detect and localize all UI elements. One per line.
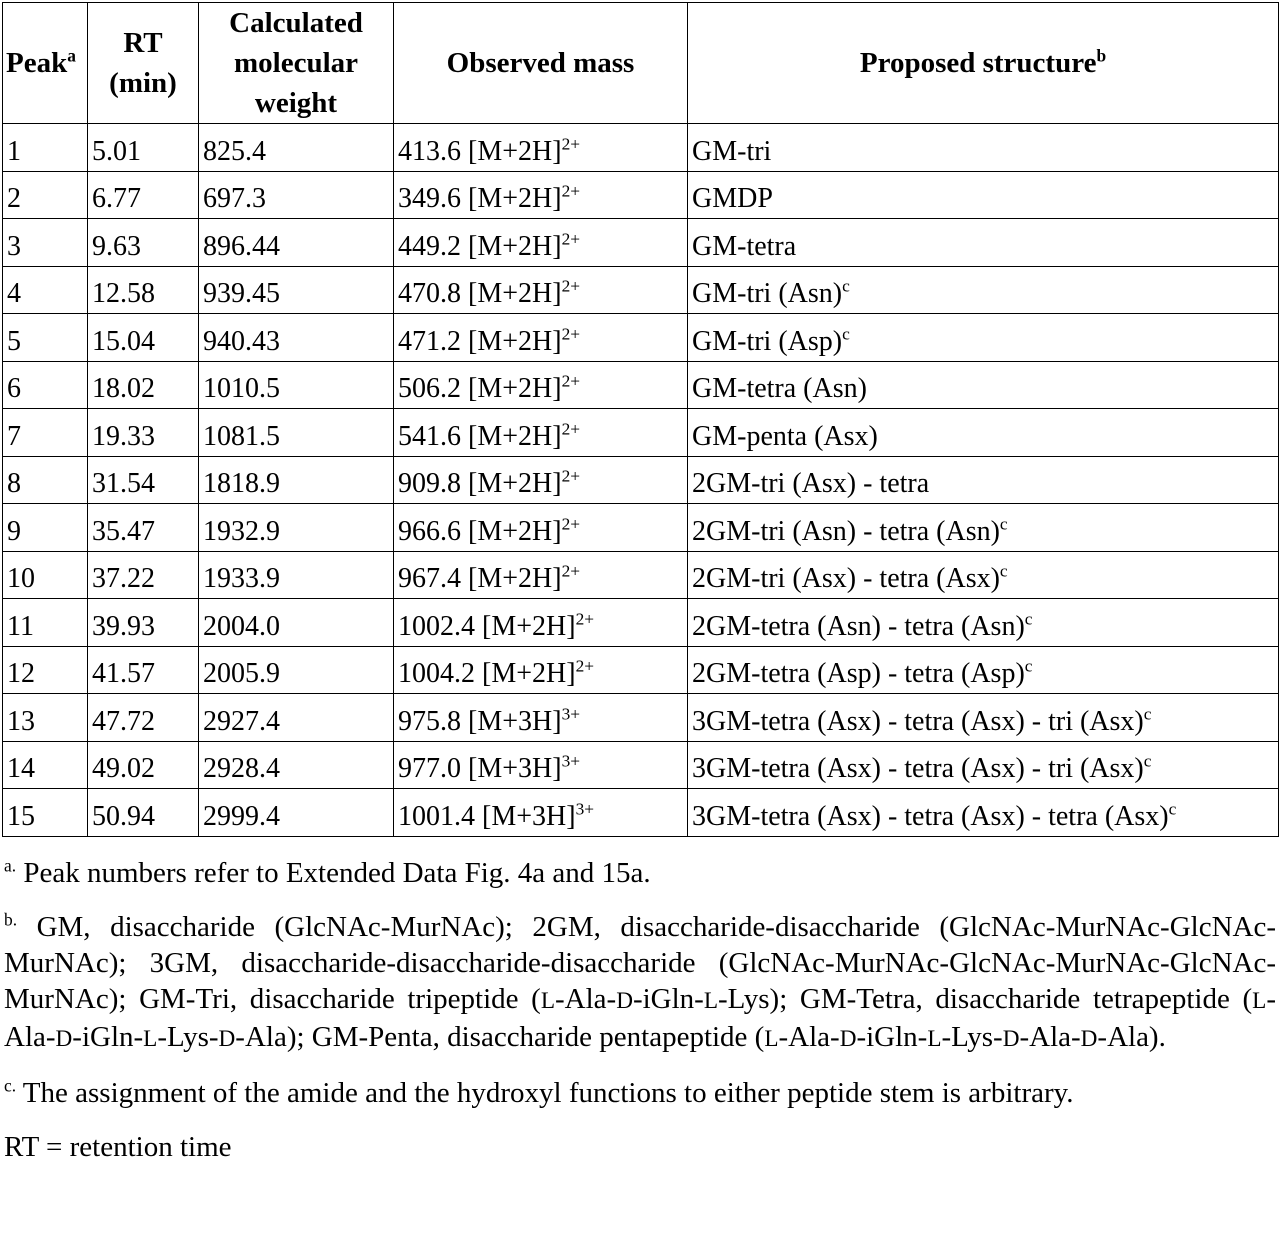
cell-observed-mass [394, 409, 688, 457]
table-row [3, 314, 1279, 362]
stereo-descriptor: L [540, 988, 555, 1014]
footnote-b-text: GM, disaccharide (GlcNAc-MurNAc); 2GM, disaccharide-disaccharide (GlcNAc-MurNAc-GlcNAc-MurNAc); 3GM, disaccharide-disaccharide-disaccharide (GlcNAc-MurNAc-GlcNAc-MurNAc-GlcNAc-MurNAc); GM-Tri, disaccharide tripeptide ( [4, 911, 1276, 1015]
stereo-descriptor: L [1252, 988, 1267, 1014]
structure-value: GM-tri (Asp) [692, 325, 843, 357]
charge-state: 3+ [561, 704, 581, 724]
charge-state: 2+ [561, 371, 581, 391]
cell-observed-mass [394, 599, 688, 647]
structure-footnote: c [1024, 656, 1033, 676]
cell-proposed-structure [688, 789, 1279, 837]
cell-rt: 39.93 [88, 599, 199, 647]
footnote-b-marker: b. [4, 909, 18, 930]
observed-mass-value: 470.8 [M+2H] [398, 278, 562, 309]
footnote-b-text: -Ala- [4, 983, 1276, 1053]
header-peak-footnote: a [67, 45, 76, 66]
observed-mass-value: 909.8 [M+2H] [398, 468, 562, 499]
cell-calculated-mw: 697.3 [199, 171, 394, 219]
footnote-a-text: Peak numbers refer to Extended Data Fig. 4a and 15a. [16, 857, 651, 889]
cell-observed-mass [394, 551, 688, 599]
cell-proposed-structure [688, 694, 1279, 742]
cell-calculated-mw: 1081.5 [199, 409, 394, 457]
charge-state: 2+ [575, 609, 595, 629]
cell-observed-mass [394, 171, 688, 219]
observed-mass-value: 975.8 [M+3H] [398, 705, 562, 737]
structure-value: GM-tri [692, 135, 772, 167]
cell-proposed-structure [688, 266, 1279, 314]
cell-peak: 2 [3, 171, 88, 219]
cell-calculated-mw: 2004.0 [199, 599, 394, 647]
stereo-descriptor: L [143, 1026, 158, 1052]
cell-observed-mass [394, 646, 688, 694]
structure-value: GM-penta (Asx) [692, 420, 878, 452]
structure-value: 2GM-tetra (Asn) - tetra (Asn) [692, 610, 1025, 642]
observed-mass-value: 541.6 [M+2H] [398, 420, 562, 452]
stereo-descriptor: L [764, 1026, 779, 1052]
table-body [3, 124, 1279, 837]
cell-peak: 6 [3, 361, 88, 409]
cell-rt: 31.54 [88, 456, 199, 504]
table-row [3, 219, 1279, 267]
cell-proposed-structure [688, 219, 1279, 267]
charge-state: 2+ [561, 229, 581, 249]
cell-peak: 1 [3, 124, 88, 172]
cell-calculated-mw: 1818.9 [199, 456, 394, 504]
cell-proposed-structure [688, 456, 1279, 504]
cell-proposed-structure [688, 551, 1279, 599]
footnote-c [4, 1075, 1276, 1111]
table-row [3, 741, 1279, 789]
cell-observed-mass [394, 219, 688, 267]
cell-calculated-mw: 2927.4 [199, 694, 394, 742]
header-proposed-structure: Proposed structure$^b$ [688, 3, 1279, 124]
cell-observed-mass [394, 314, 688, 362]
structure-value: GM-tri (Asn) [692, 278, 843, 309]
cell-peak: 12 [3, 646, 88, 694]
cell-calculated-mw: 1010.5 [199, 361, 394, 409]
cell-proposed-structure [688, 599, 1279, 647]
structure-value: GMDP [692, 183, 773, 214]
cell-calculated-mw: 1933.9 [199, 551, 394, 599]
charge-state: 2+ [561, 419, 581, 439]
charge-state: 3+ [575, 799, 595, 819]
cell-peak: 3 [3, 219, 88, 267]
footnote-b-text: -Lys- [941, 1021, 1003, 1053]
header-row [3, 3, 1279, 124]
footnote-b-text: -Ala- [1019, 1021, 1081, 1053]
cell-calculated-mw: 2005.9 [199, 646, 394, 694]
table-row [3, 266, 1279, 314]
charge-state: 2+ [575, 656, 595, 676]
cell-peak: 4 [3, 266, 88, 314]
observed-mass-value: 449.2 [M+2H] [398, 230, 562, 262]
cell-calculated-mw: 825.4 [199, 124, 394, 172]
cell-proposed-structure [688, 409, 1279, 457]
cell-proposed-structure [688, 504, 1279, 552]
stereo-descriptor: D [55, 1026, 73, 1052]
cell-proposed-structure [688, 314, 1279, 362]
footnote-b [4, 909, 1276, 1057]
cell-rt: 35.47 [88, 504, 199, 552]
cell-observed-mass [394, 266, 688, 314]
cell-calculated-mw: 939.45 [199, 266, 394, 314]
cell-observed-mass [394, 694, 688, 742]
cell-calculated-mw: 2928.4 [199, 741, 394, 789]
observed-mass-value: 506.2 [M+2H] [398, 373, 562, 404]
cell-rt: 6.77 [88, 171, 199, 219]
cell-proposed-structure [688, 361, 1279, 409]
structure-value: 3GM-tetra (Asx) - tetra (Asx) - tri (Asx) [692, 753, 1144, 784]
table-row [3, 409, 1279, 457]
footnote-b-text: -Ala); GM-Penta, disaccharide pentapeptide ( [235, 1021, 765, 1053]
observed-mass-value: 977.0 [M+3H] [398, 753, 562, 784]
footnote-b-text: -Ala- [555, 983, 617, 1015]
observed-mass-value: 1004.2 [M+2H] [398, 658, 576, 689]
cell-peak: 14 [3, 741, 88, 789]
stereo-descriptor: D [218, 1026, 236, 1052]
cell-rt: 5.01 [88, 124, 199, 172]
table-row [3, 551, 1279, 599]
observed-mass-value: 966.6 [M+2H] [398, 515, 562, 547]
stereo-descriptor: L [703, 988, 718, 1014]
header-rt: RT (min) [88, 3, 199, 124]
charge-state: 3+ [561, 751, 581, 771]
stereo-descriptor: D [1080, 1026, 1098, 1052]
observed-mass-value: 1001.4 [M+3H] [398, 800, 576, 832]
structure-value: GM-tetra (Asn) [692, 373, 867, 404]
structure-footnote: c [1168, 799, 1177, 819]
observed-mass-value: 1002.4 [M+2H] [398, 610, 576, 642]
stereo-descriptor: D [616, 988, 633, 1014]
footnote-a [4, 855, 1276, 891]
structure-value: 2GM-tetra (Asp) - tetra (Asp) [692, 658, 1025, 689]
footnotes [4, 855, 1276, 1183]
cell-peak: 9 [3, 504, 88, 552]
structure-value: GM-tetra [692, 230, 797, 262]
charge-state: 2+ [561, 134, 581, 154]
footnote-b-text: -Lys); GM-Tetra, disaccharide tetrapeptide ( [717, 983, 1253, 1015]
footnote-b-text: -Lys- [157, 1021, 219, 1053]
charge-state: 2+ [561, 276, 581, 296]
cell-rt: 41.57 [88, 646, 199, 694]
peaks-table [2, 2, 1279, 837]
structure-value: 2GM-tri (Asn) - tetra (Asn) [692, 515, 1000, 547]
cell-proposed-structure [688, 741, 1279, 789]
cell-proposed-structure [688, 646, 1279, 694]
cell-peak: 5 [3, 314, 88, 362]
observed-mass-value: 349.6 [M+2H] [398, 183, 562, 214]
footnote-b-text: -Ala). [1097, 1021, 1166, 1053]
cell-calculated-mw: 896.44 [199, 219, 394, 267]
cell-observed-mass [394, 361, 688, 409]
stereo-descriptor: L [927, 1026, 942, 1052]
cell-proposed-structure [688, 124, 1279, 172]
footnote-c-marker: c. [4, 1075, 17, 1096]
structure-footnote: c [999, 514, 1008, 534]
footnote-a-marker: a. [4, 855, 17, 876]
charge-state: 2+ [561, 561, 581, 581]
table-header [3, 3, 1279, 124]
charge-state: 2+ [561, 466, 581, 486]
cell-rt: 50.94 [88, 789, 199, 837]
table-row [3, 124, 1279, 172]
footnote-b-text: -iGln- [72, 1021, 144, 1053]
cell-observed-mass [394, 741, 688, 789]
table-row [3, 171, 1279, 219]
cell-proposed-structure [688, 171, 1279, 219]
structure-footnote: c [842, 276, 850, 296]
structure-value: 3GM-tetra (Asx) - tetra (Asx) - tri (Asx) [692, 705, 1144, 737]
cell-peak: 8 [3, 456, 88, 504]
cell-rt: 47.72 [88, 694, 199, 742]
cell-calculated-mw: 2999.4 [199, 789, 394, 837]
footnote-b-text: -iGln- [856, 1021, 928, 1053]
structure-value: 3GM-tetra (Asx) - tetra (Asx) - tetra (Asx) [692, 800, 1169, 832]
structure-footnote: c [1024, 609, 1033, 629]
charge-state: 2+ [561, 181, 581, 201]
table-row [3, 456, 1279, 504]
cell-peak: 10 [3, 551, 88, 599]
cell-rt: 49.02 [88, 741, 199, 789]
cell-observed-mass [394, 789, 688, 837]
cell-rt: 15.04 [88, 314, 199, 362]
table-row [3, 599, 1279, 647]
structure-footnote: c [1143, 751, 1152, 771]
stereo-descriptor: D [1002, 1026, 1020, 1052]
header-peak: Peak$^a$ [3, 3, 88, 124]
cell-rt: 37.22 [88, 551, 199, 599]
footnote-b-text: -Ala- [778, 1021, 840, 1053]
footnote-c-text: The assignment of the amide and the hydroxyl functions to either peptide stem is arbitrary. [16, 1077, 1074, 1109]
table-row [3, 361, 1279, 409]
observed-mass-value: 413.6 [M+2H] [398, 135, 562, 167]
cell-rt: 18.02 [88, 361, 199, 409]
cell-rt: 9.63 [88, 219, 199, 267]
cell-calculated-mw: 1932.9 [199, 504, 394, 552]
cell-rt: 12.58 [88, 266, 199, 314]
cell-observed-mass [394, 456, 688, 504]
cell-peak: 13 [3, 694, 88, 742]
stereo-descriptor: D [839, 1026, 857, 1052]
cell-observed-mass [394, 124, 688, 172]
table-row [3, 789, 1279, 837]
structure-footnote: c [1143, 704, 1152, 724]
cell-rt: 19.33 [88, 409, 199, 457]
header-observed-mass: Observed mass [394, 3, 688, 124]
header-calculated-mw: Calculated molecular weight [199, 3, 394, 124]
cell-peak: 7 [3, 409, 88, 457]
table-row [3, 694, 1279, 742]
table-row [3, 646, 1279, 694]
observed-mass-value: 471.2 [M+2H] [398, 325, 562, 357]
cell-peak: 15 [3, 789, 88, 837]
observed-mass-value: 967.4 [M+2H] [398, 563, 562, 594]
cell-calculated-mw: 940.43 [199, 314, 394, 362]
charge-state: 2+ [561, 324, 581, 344]
structure-value: 2GM-tri (Asx) - tetra [692, 468, 930, 499]
rt-definition: RT = retention time [4, 1131, 232, 1163]
footnote-b-text: -iGln- [632, 983, 704, 1015]
cell-observed-mass [394, 504, 688, 552]
structure-value: 2GM-tri (Asx) - tetra (Asx) [692, 563, 1000, 594]
charge-state: 2+ [561, 514, 581, 534]
structure-footnote: c [999, 561, 1008, 581]
table-row [3, 504, 1279, 552]
cell-peak: 11 [3, 599, 88, 647]
structure-footnote: c [842, 324, 850, 344]
header-structure-footnote: b [1096, 45, 1107, 66]
